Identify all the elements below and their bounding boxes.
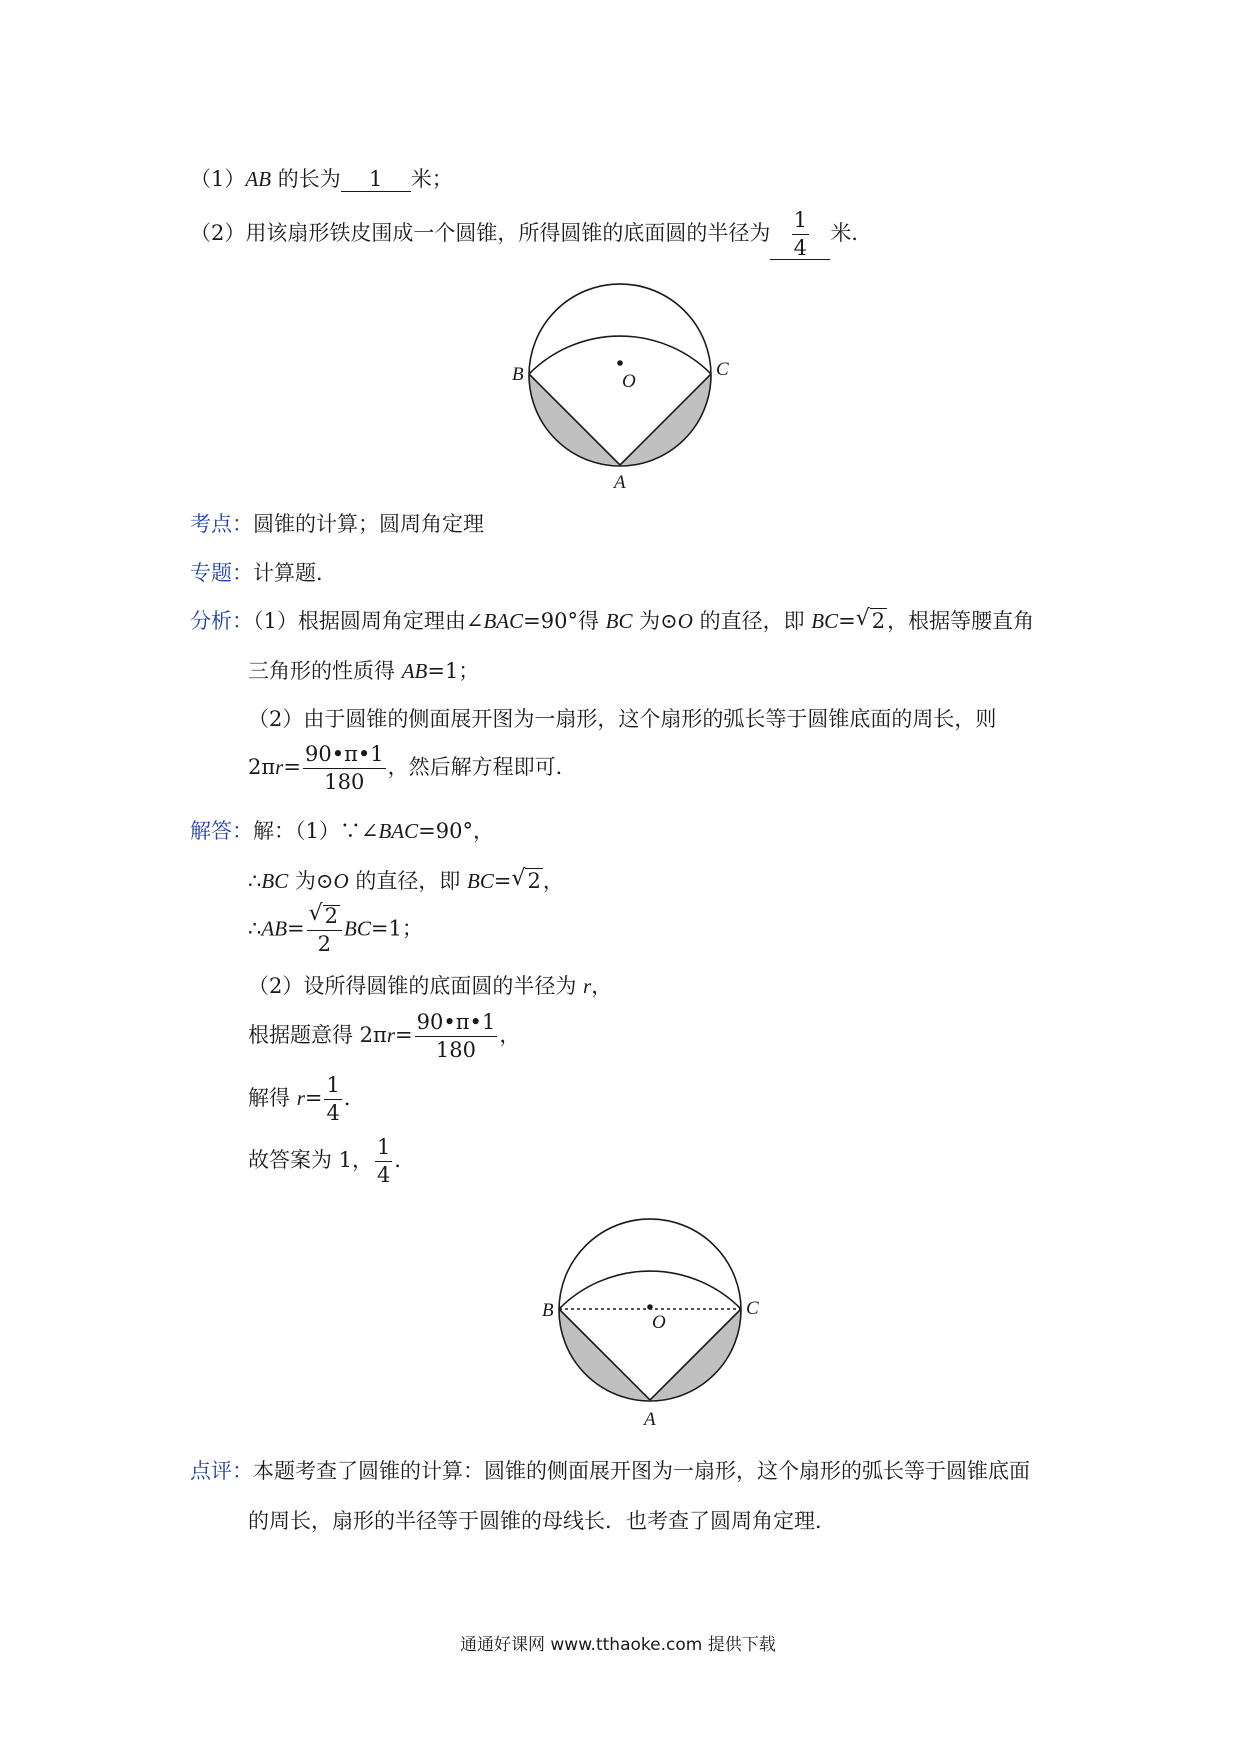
sector-arc [529,336,711,374]
jieda-l7a: 故答案为 1， [248,1148,374,1172]
jieda-l4a: （2）设所得圆锥的底面圆的半径为 [248,974,584,998]
jieda-l1a: 解：（1）∵∠ [253,819,379,843]
jieda-l2d: O [333,869,349,893]
jieda-l4c: ， [591,974,613,998]
jieda-l3d: BC [344,916,371,941]
jieda-l7-num: 1 [375,1137,392,1162]
zhuanti-text: 计算题． [253,561,337,585]
jieda-line-1 [190,815,494,845]
zhuanti-sep: ： [232,561,253,585]
zhuanti-label: 专题 [190,561,232,585]
label-o: O [622,371,636,392]
jieda-l5d: ， [499,1023,521,1047]
jieda-sqrt [511,868,542,893]
center-point [617,360,623,366]
fenxi-l4c: = [283,755,301,779]
dianping-label: 点评 [190,1459,232,1483]
fenxi-l2b: AB [401,659,428,683]
jieda-sqrt-num [307,901,342,931]
jieda-l6-den: 4 [326,1101,340,1125]
label-b: B [512,364,524,385]
jieda-line-6 [248,1075,365,1124]
jieda-l6c: = [304,1086,323,1110]
jieda-l5c: = [395,1023,413,1047]
label-a: A [644,1409,656,1430]
jieda-fraction-6 [324,1075,341,1124]
jieda-l2i: ， [542,869,564,893]
jieda-l5-den: 180 [435,1038,477,1062]
label-o: O [652,1312,666,1333]
fenxi-l1d: BC [605,609,633,633]
fenxi-l4a: 2π [248,755,276,779]
jieda-sep: ： [232,819,253,843]
fenxi-l1f: O [677,609,693,633]
jieda-l2a: ∴ [248,869,262,893]
q1-var: AB [245,167,272,191]
jieda-l6d: ． [343,1086,365,1110]
q2-num: 1 [792,210,809,235]
jieda-l3a: ∴ [248,916,262,941]
dianping-l1: 本题考查了圆锥的计算：圆锥的侧面展开图为一扇形，这个扇形的弧长等于圆锥底面 [253,1459,1030,1483]
footer-text: 通通好课网 www.tthaoke.com 提供下载 [460,1635,776,1655]
jieda-sqrt-fraction [307,901,342,956]
figure-2 [530,1210,770,1435]
jieda-line-3 [248,901,423,956]
fenxi-l1h: BC [811,609,839,633]
jieda-line-4 [248,970,612,1000]
q1-prefix: （1） [190,167,246,191]
dianping-line-2 [248,1505,836,1535]
label-c: C [746,1298,759,1319]
question-1 [190,163,453,193]
fenxi-fraction [303,744,386,793]
fenxi-den: 180 [324,770,365,794]
q1-mid: 的长为 [271,167,341,191]
jieda-line-2 [248,865,564,895]
fenxi-l1a: （1）根据圆周角定理由∠ [253,609,484,633]
jieda-fraction-5 [415,1012,498,1061]
jieda-line-7 [248,1137,415,1186]
label-a: A [614,472,626,493]
dianping-l2: 的周长，扇形的半径等于圆锥的母线长．也考查了圆周角定理． [248,1509,836,1533]
fenxi-radicand: 2 [871,609,886,633]
fenxi-line-3 [248,703,996,733]
label-c: C [716,359,729,380]
fenxi-line-2 [248,655,479,685]
jieda-sqrt-2 [308,901,340,928]
fenxi-l1b: BAC [483,609,524,633]
jieda-l3-radicand: 2 [324,904,339,928]
fenxi-l1c: =90°得 [523,609,606,633]
kaodian-label: 考点 [190,512,232,536]
fenxi-label: 分析 [190,609,232,633]
jieda-l5b: r [386,1023,396,1047]
jieda-l5a: 根据题意得 2π [248,1023,387,1047]
q1-answer-blank [341,167,411,192]
q2-answer-fraction [792,210,809,259]
q2-answer-blank [770,210,830,260]
sqrt-symbol: √ [511,866,526,891]
jieda-l2e: 的直径，即 [348,869,468,893]
fenxi-line-1 [190,605,1034,635]
jieda-l3c: = [287,916,305,941]
dianping-sep: ： [232,1459,253,1483]
jieda-l4b: r [583,974,592,998]
jieda-l2b: BC [261,869,289,893]
jieda-l5-num: 90•π•1 [415,1012,498,1037]
fenxi-l4d: ，然后解方程即可． [387,755,577,779]
kaodian-sep: ： [232,512,253,536]
jieda-line-5 [248,1012,520,1061]
jieda-label: 解答 [190,819,232,843]
kaodian [190,508,484,538]
kaodian-text: 圆锥的计算；圆周角定理 [253,512,484,536]
fenxi-line-4 [248,744,577,793]
jieda-l7-den: 4 [377,1163,391,1187]
upper-shaded-region [559,1218,741,1309]
q1-suffix: 米； [410,167,453,191]
fenxi-l2a: 三角形的性质得 [248,659,402,683]
jieda-l6b: r [296,1086,305,1110]
jieda-l3e: =1； [370,916,423,941]
fenxi-l1i: = [838,609,856,633]
q2-prefix: （2）用该扇形铁皮围成一个圆锥，所得圆锥的底面圆的半径为 [190,221,771,245]
q2-den: 4 [793,236,808,260]
jieda-l3b: AB [261,916,288,941]
jieda-l1c: =90°， [418,819,494,843]
jieda-l1b: BAC [378,819,419,843]
jieda-l6a: 解得 [248,1086,297,1110]
jieda-l3-den: 2 [317,932,332,956]
jieda-l2c: 为⊙ [288,869,334,893]
fenxi-l4b: r [275,755,284,779]
center-point [647,1304,653,1310]
q2-suffix: 米． [830,221,873,245]
sector-arc [559,1271,741,1309]
sqrt-symbol: √ [308,901,323,926]
figure-1 [500,275,740,495]
fenxi-num: 90•π•1 [303,744,386,769]
q1-answer: 1 [369,167,383,191]
fenxi-l1g: 的直径，即 [692,609,812,633]
jieda-radicand: 2 [527,869,541,893]
dianping-line-1 [190,1455,1030,1485]
fenxi-l1e: 为⊙ [632,609,678,633]
jieda-l6-num: 1 [324,1075,341,1100]
zhuanti [190,557,337,587]
label-b: B [542,1300,554,1321]
jieda-l2g: = [493,869,512,893]
fenxi-sep: ： [232,609,253,633]
jieda-l7b: ． [394,1148,416,1172]
jieda-l2f: BC [467,869,494,893]
fenxi-l1k: ，根据等腰直角 [887,609,1035,633]
sqrt-symbol: √ [855,606,870,631]
fenxi-l3: （2）由于圆锥的侧面展开图为一扇形，这个扇形的弧长等于圆锥底面的周长，则 [248,707,997,731]
page-footer [460,1630,776,1655]
fenxi-l2c: =1； [427,659,480,683]
jieda-fraction-7 [375,1137,392,1186]
fenxi-sqrt [856,608,887,633]
question-2 [190,210,872,260]
